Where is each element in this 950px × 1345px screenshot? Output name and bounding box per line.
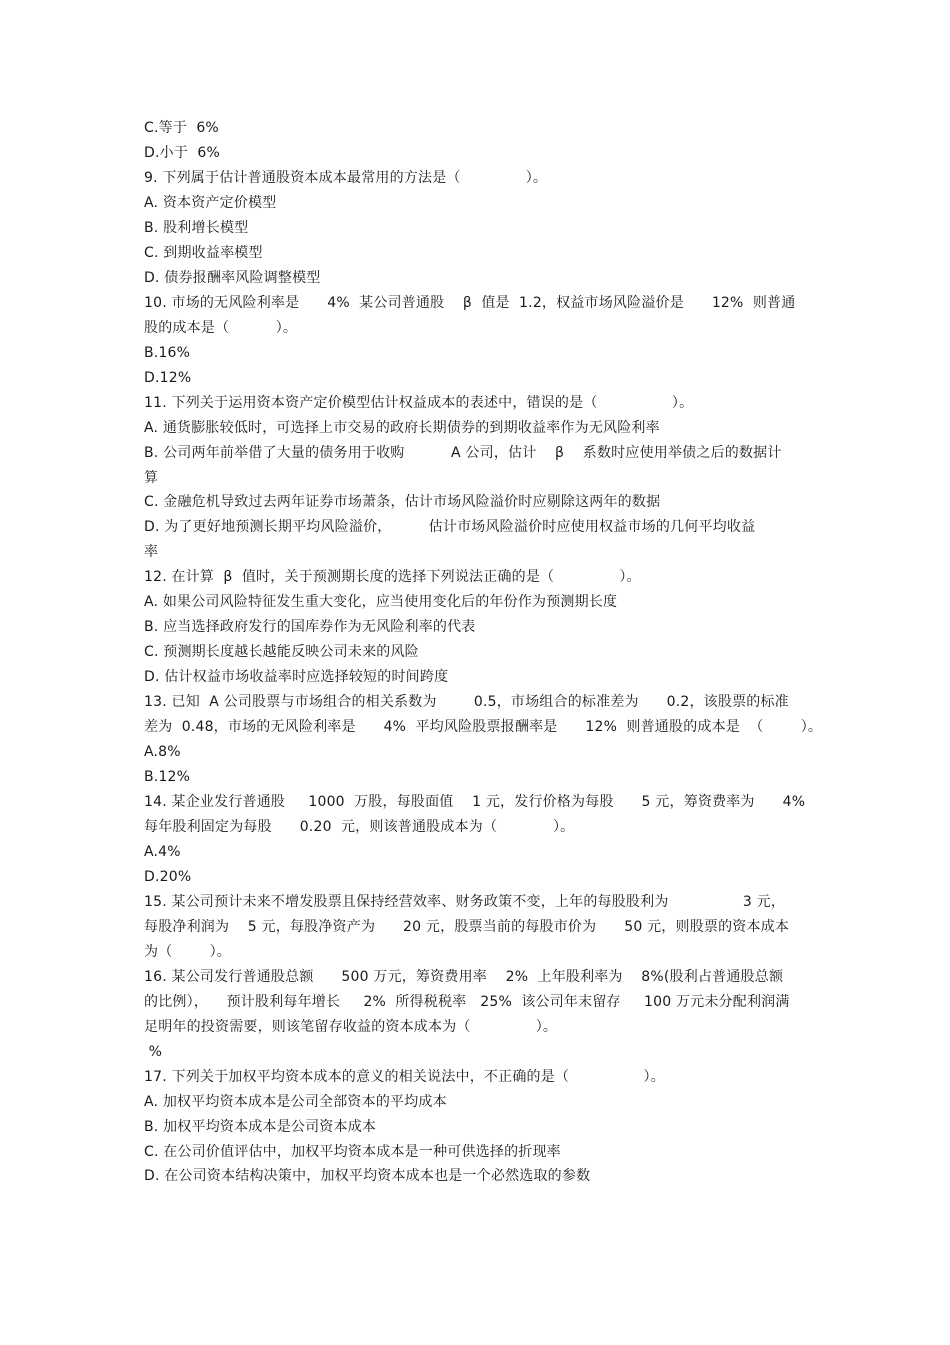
text-line: B.16% bbox=[144, 345, 191, 361]
text-line: D.小于 6% bbox=[144, 145, 220, 161]
text-line: D. 估计权益市场收益率时应选择较短的时间跨度 bbox=[144, 669, 449, 685]
text-line: A. 加权平均资本成本是公司全部资本的平均成本 bbox=[144, 1094, 447, 1110]
text-line: D. 在公司资本结构决策中，加权平均资本成本也是一个必然选取的参数 bbox=[144, 1168, 591, 1184]
text-line: A.4% bbox=[144, 844, 181, 860]
text-line: 股的成本是（ ）。 bbox=[144, 320, 298, 336]
text-line: D.20% bbox=[144, 869, 192, 885]
question-15: 15. 某公司预计未来不增发股票且保持经营效率、财务政策不变，上年的每股股利为 3 元， bbox=[144, 894, 786, 910]
text-line: C. 预测期长度越长越能反映公司未来的风险 bbox=[144, 644, 419, 660]
text-line: C.等于 6% bbox=[144, 120, 219, 136]
question-16: 16. 某公司发行普通股总额 500 万元，筹资费用率 2% 上年股利率为 8%(股利占普通股总额 bbox=[144, 969, 784, 985]
text-line: D. 债券报酬率风险调整模型 bbox=[144, 270, 321, 286]
text-line: D. 为了更好地预测长期平均风险溢价， 估计市场风险溢价时应使用权益市场的几何平均收益 bbox=[144, 519, 756, 535]
question-11: 11. 下列关于运用资本资产定价模型估计权益成本的表述中，错误的是（ ）。 bbox=[144, 395, 694, 411]
question-17: 17. 下列关于加权平均资本成本的意义的相关说法中，不正确的是（ ）。 bbox=[144, 1069, 665, 1085]
text-line: B. 公司两年前举借了大量的债务用于收购 A 公司，估计 β 系数时应使用举债之后的数据计 bbox=[144, 445, 782, 461]
text-line: B. 加权平均资本成本是公司资本成本 bbox=[144, 1119, 377, 1135]
text-line: C. 到期收益率模型 bbox=[144, 245, 263, 261]
question-10: 10. 市场的无风险利率是 4% 某公司普通股 β 值是 1.2，权益市场风险溢价是 12% 则普通 bbox=[144, 295, 796, 311]
text-line: % bbox=[144, 1044, 163, 1060]
text-line: 每年股利固定为每股 0.20 元，则该普通股成本为（ ）。 bbox=[144, 819, 575, 835]
text-line: C. 在公司价值评估中，加权平均资本成本是一种可供选择的折现率 bbox=[144, 1144, 561, 1160]
text-line: 足明年的投资需要，则该笔留存收益的资本成本为（ ）。 bbox=[144, 1019, 558, 1035]
text-line: 算 bbox=[144, 470, 159, 486]
question-13: 13. 已知 A 公司股票与市场组合的相关系数为 0.5，市场组合的标准差为 0.2，该股票的标准 bbox=[144, 694, 789, 710]
text-line: A. 通货膨胀较低时，可选择上市交易的政府长期债券的到期收益率作为无风险利率 bbox=[144, 420, 660, 436]
text-line: 为（ ）。 bbox=[144, 944, 232, 960]
text-line: B.12% bbox=[144, 769, 191, 785]
text-line: 的比例）， 预计股利每年增长 2% 所得税税率 25% 该公司年末留存 100 万元未分配利润满 bbox=[144, 994, 790, 1010]
text-line: A. 如果公司风险特征发生重大变化，应当使用变化后的年份作为预测期长度 bbox=[144, 594, 618, 610]
text-line: 每股净利润为 5 元，每股净资产为 20 元，股票当前的每股市价为 50 元，则股票的资本成本 bbox=[144, 919, 790, 935]
text-line: 率 bbox=[144, 544, 159, 560]
text-line: D.12% bbox=[144, 370, 192, 386]
text-line: A.8% bbox=[144, 744, 181, 760]
text-line: B. 股利增长模型 bbox=[144, 220, 249, 236]
question-9: 9. 下列属于估计普通股资本成本最常用的方法是（ ）。 bbox=[144, 170, 548, 186]
question-14: 14. 某企业发行普通股 1000 万股，每股面值 1 元，发行价格为每股 5 元，筹资费率为 4% bbox=[144, 794, 806, 810]
text-line: C. 金融危机导致过去两年证券市场萧条，估计市场风险溢价时应剔除这两年的数据 bbox=[144, 494, 661, 510]
question-12: 12. 在计算 β 值时，关于预测期长度的选择下列说法正确的是（ ）。 bbox=[144, 569, 641, 585]
text-line: B. 应当选择政府发行的国库券作为无风险利率的代表 bbox=[144, 619, 476, 635]
text-line: 差为 0.48，市场的无风险利率是 4% 平均风险股票报酬率是 12% 则普通股的成本是 （ ）。 bbox=[144, 719, 823, 735]
text-line: A. 资本资产定价模型 bbox=[144, 195, 277, 211]
